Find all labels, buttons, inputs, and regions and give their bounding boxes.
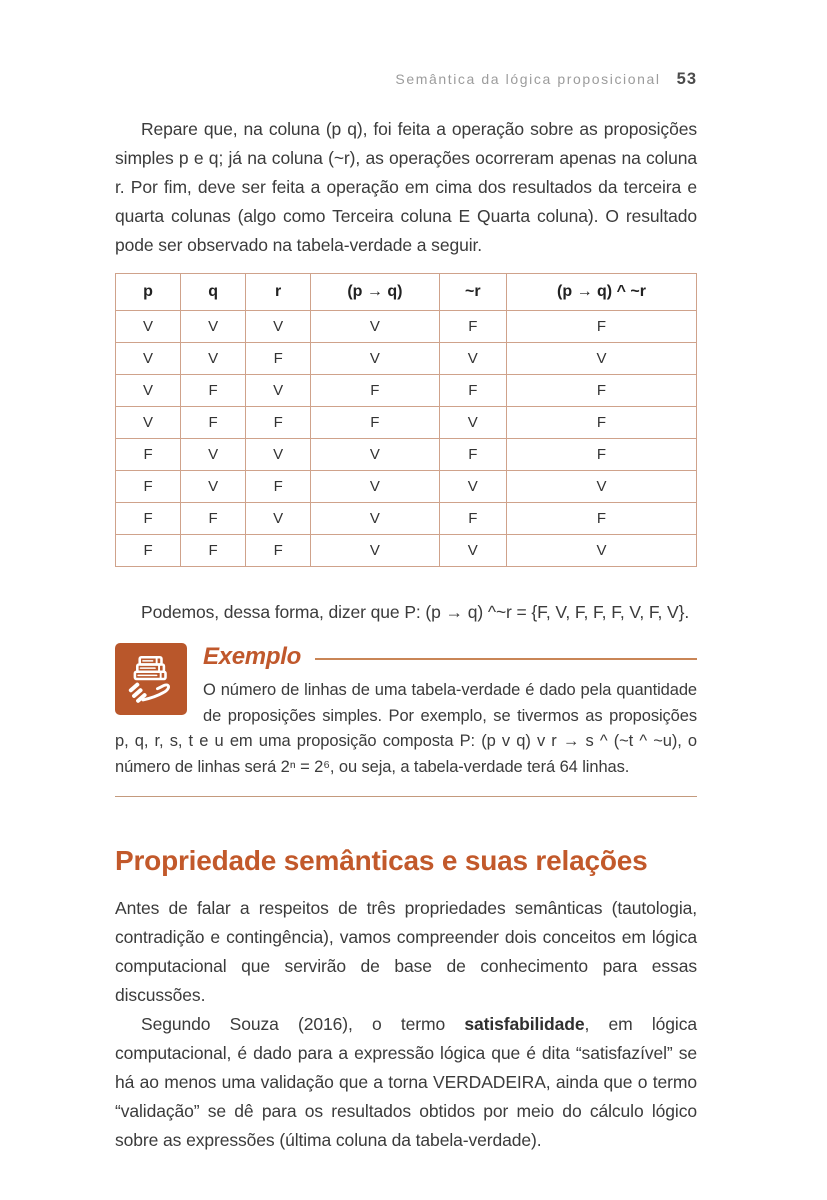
books-on-hand-icon-glyph — [122, 650, 180, 708]
truth-value-cell: F — [311, 407, 439, 439]
truth-value-cell: F — [116, 535, 181, 567]
truth-value-cell: V — [311, 311, 439, 343]
truth-value-cell: V — [506, 343, 696, 375]
books-on-hand-icon — [115, 643, 187, 715]
chapter-title: Semântica da lógica proposicional — [395, 71, 661, 87]
truth-value-cell: F — [246, 471, 311, 503]
truth-table-row — [116, 471, 697, 503]
truth-value-cell: V — [116, 343, 181, 375]
truth-value-cell: V — [116, 375, 181, 407]
truth-table-header-cell: r — [246, 274, 311, 311]
truth-table-row — [116, 375, 697, 407]
page-number: 53 — [676, 70, 697, 88]
paragraph2-after: , em lógica computacional, é dado para a expressão lógica que é dita “satisfazível” se há ao menos uma validação que a torna VERDADEIRA, ainda que o termo “validação” se dê para os resultados obtidos por meio do cálculo lógico sobre as expressões (última coluna da tabela-verdade). — [115, 1014, 697, 1150]
truth-table-body — [116, 311, 697, 567]
truth-value-cell: V — [506, 535, 696, 567]
truth-value-cell: V — [311, 535, 439, 567]
truth-value-cell: F — [506, 375, 696, 407]
truth-table-row — [116, 311, 697, 343]
truth-value-cell: F — [506, 439, 696, 471]
paragraph2-before: Segundo Souza (2016), o termo — [141, 1014, 465, 1034]
bold-term: satisfabilidade — [464, 1014, 585, 1034]
truth-value-cell: V — [439, 535, 506, 567]
truth-value-cell: F — [506, 503, 696, 535]
truth-value-cell: F — [246, 407, 311, 439]
truth-table-header-cell: (p → q) ^ ~r — [506, 274, 696, 311]
truth-value-cell: F — [246, 535, 311, 567]
truth-table-header-cell: q — [181, 274, 246, 311]
truth-value-cell: F — [439, 503, 506, 535]
section-paragraph-2 — [115, 1010, 697, 1155]
truth-value-cell: F — [246, 343, 311, 375]
conclusion-paragraph: Podemos, dessa forma, dizer que P: (p → q) ^~r = {F, V, F, F, F, V, F, V}. — [141, 602, 690, 622]
example-text: O número de linhas de uma tabela-verdade é dado pela quantidade de proposições simples. Por exemplo, se tivermos as proposições p, q, r, s, t e u em uma proposição composta P: (p v q) v r → s ^ (~t ^ ~u), o número de linhas será 2ⁿ = 2⁶, ou seja, a tabela-verdade terá 64 linhas. — [115, 681, 697, 776]
truth-value-cell: V — [439, 407, 506, 439]
truth-value-cell: V — [181, 311, 246, 343]
intro-paragraph: Repare que, na coluna (p q), foi feita a operação sobre as proposições simples p e q; já na coluna (~r), as operações ocorreram apenas na coluna r. Por fim, deve ser feita a operação em cima dos resultados da terceira e quarta colunas (algo como Terceira coluna E Quarta coluna). O resultado pode ser observado na tabela-verdade a seguir. — [115, 119, 697, 255]
truth-value-cell: F — [506, 407, 696, 439]
truth-value-cell: F — [116, 503, 181, 535]
example-title-row — [203, 643, 697, 671]
truth-value-cell: F — [311, 375, 439, 407]
example-box — [115, 641, 697, 796]
truth-table-row — [116, 503, 697, 535]
truth-value-cell: V — [246, 311, 311, 343]
running-header — [115, 70, 697, 89]
truth-value-cell: V — [246, 375, 311, 407]
truth-value-cell: V — [181, 343, 246, 375]
truth-value-cell: F — [506, 311, 696, 343]
section-divider — [115, 796, 697, 797]
example-title: Exemplo — [203, 643, 301, 670]
truth-value-cell: F — [439, 311, 506, 343]
truth-value-cell: F — [439, 439, 506, 471]
truth-value-cell: F — [116, 439, 181, 471]
truth-value-cell: V — [439, 343, 506, 375]
truth-value-cell: V — [506, 471, 696, 503]
truth-table — [115, 273, 697, 567]
truth-value-cell: F — [181, 503, 246, 535]
truth-value-cell: V — [311, 343, 439, 375]
truth-value-cell: F — [181, 535, 246, 567]
truth-value-cell: V — [181, 439, 246, 471]
truth-value-cell: V — [246, 503, 311, 535]
truth-value-cell: V — [311, 503, 439, 535]
truth-table-header-cell: p — [116, 274, 181, 311]
truth-value-cell: V — [181, 471, 246, 503]
section-paragraph-1: Antes de falar a respeitos de três propriedades semânticas (tautologia, contradição e contingência), vamos compreender dois conceitos em lógica computacional que servirão de base de conhecimento para essas discussões. — [115, 898, 697, 1005]
section-heading: Propriedade semânticas e suas relações — [115, 845, 648, 876]
truth-table-row — [116, 343, 697, 375]
example-title-rule — [315, 658, 697, 660]
truth-table-header-cell: (p → q) — [311, 274, 439, 311]
truth-table-row — [116, 535, 697, 567]
truth-value-cell: V — [116, 311, 181, 343]
truth-value-cell: V — [311, 471, 439, 503]
truth-value-cell: F — [181, 407, 246, 439]
truth-table-row — [116, 407, 697, 439]
truth-value-cell: F — [439, 375, 506, 407]
truth-value-cell: F — [116, 471, 181, 503]
truth-value-cell: V — [439, 471, 506, 503]
truth-table-header-row — [116, 274, 697, 311]
truth-table-header-cell: ~r — [439, 274, 506, 311]
truth-table-row — [116, 439, 697, 471]
truth-value-cell: V — [246, 439, 311, 471]
truth-value-cell: V — [116, 407, 181, 439]
truth-value-cell: F — [181, 375, 246, 407]
truth-value-cell: V — [311, 439, 439, 471]
